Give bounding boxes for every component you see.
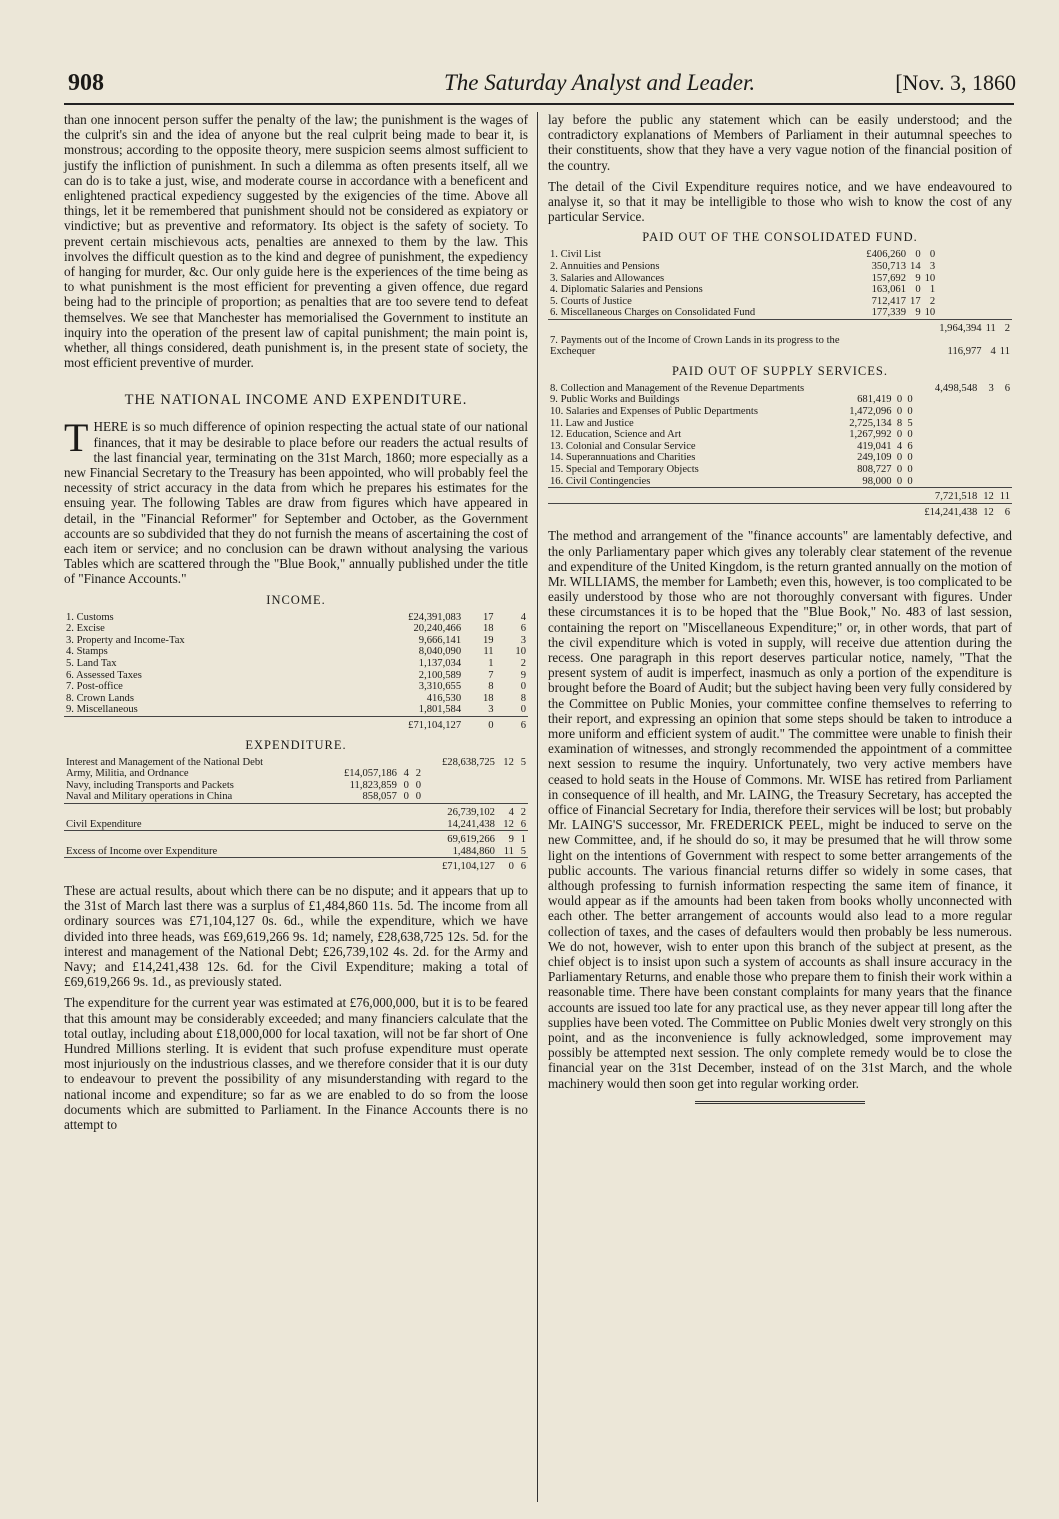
supply-first-pence: 6 — [1004, 382, 1010, 394]
table-row — [64, 757, 528, 769]
income-heading: INCOME. — [266, 592, 326, 607]
row-shillings: 0 — [915, 249, 921, 261]
row-pence: 10 — [924, 307, 936, 319]
income-total-shillings: 0 — [463, 717, 495, 732]
row-pence: 3 — [929, 261, 936, 273]
row-shillings: 0 — [896, 394, 903, 406]
supply-total-row — [548, 488, 1012, 504]
row-pence: 9 — [520, 669, 526, 681]
exp-inner-shillings: 0 — [403, 779, 409, 791]
row-pounds: 3,310,655 — [418, 681, 462, 693]
row-pounds: 1,267,992 — [849, 429, 892, 441]
table-row — [64, 670, 528, 682]
row-pence: 10 — [924, 272, 936, 284]
results-paragraph: These are actual results, about which there can be no dispute; and it appears that up to the 31st of March last there was a surplus of £1,484,860 11s. 5d. The income from all ordinary sources was £71,104,127 0s. 6d., while the expenditure, which we have divided into three heads, was £69,619,266 9s. 1d; namely, £28,638,725 12s. 5d. for the interest and management of the National Debt; £26,739,102 4s. 2d. for the Army and Navy; and £14,241,438 12s. 6d. for the Civil Expenditure; making a total of £69,619,266 9s. 1d., as previously stated. — [64, 882, 528, 990]
row-pounds: 712,417 — [871, 295, 907, 307]
row-label: 4. Diplomatic Salaries and Pensions — [550, 284, 703, 296]
row-pounds: 20,240,466 — [413, 623, 462, 635]
table-row — [548, 273, 1012, 285]
row-pence: 3 — [520, 634, 526, 646]
row-shillings: 0 — [896, 463, 903, 475]
row-pounds: 681,419 — [857, 394, 892, 406]
table-row — [64, 780, 528, 792]
row-shillings: 0 — [896, 452, 903, 464]
article-intro — [64, 415, 529, 587]
article-end-rule — [695, 1101, 865, 1104]
row-shillings: 3 — [488, 704, 494, 716]
row-pence: 0 — [907, 463, 913, 475]
exp-total-pounds: £71,104,127 — [423, 858, 497, 873]
row-shillings: 14 — [910, 261, 921, 273]
row-label: 5. Courts of Justice — [550, 295, 632, 307]
row-label: 6. Miscellaneous Charges on Consolidated Fund — [550, 307, 756, 319]
row-label: 1. Civil List — [550, 249, 601, 261]
row-label: 10. Salaries and Expenses of Public Departments — [550, 405, 759, 417]
row-label: 6. Assessed Taxes — [66, 669, 142, 681]
table-row — [548, 249, 1012, 261]
row-pounds: 1,472,096 — [849, 405, 892, 417]
exp-subtotal-pence: 2 — [516, 804, 528, 819]
row-label: 15. Special and Temporary Objects — [550, 463, 699, 475]
table-row — [548, 406, 1012, 418]
row-shillings: 0 — [896, 429, 903, 441]
crown-lands-pounds: 116,977 — [947, 346, 982, 358]
row-shillings: 19 — [482, 634, 494, 646]
header-rule — [64, 103, 1014, 105]
table-row — [548, 307, 1012, 319]
exp-pence: 5 — [520, 756, 526, 768]
expenditure-heading: EXPENDITURE. — [245, 737, 347, 752]
consolidated-total-pence: 2 — [998, 319, 1012, 334]
row-shillings: 8 — [488, 681, 494, 693]
table-row — [64, 846, 528, 858]
row-pounds: 8,040,090 — [418, 646, 462, 658]
exp-inner-pounds: £14,057,186 — [343, 768, 397, 780]
table-row — [548, 464, 1012, 476]
row-pence: 2 — [929, 295, 936, 307]
row-pounds: 2,725,134 — [849, 417, 892, 429]
row-shillings: 9 — [915, 307, 921, 319]
row-pence: 0 — [907, 394, 913, 406]
table-row — [548, 452, 1012, 464]
row-label: 9. Public Works and Buildings — [550, 394, 680, 406]
row-label: 4. Stamps — [66, 646, 108, 658]
row-label: 11. Law and Justice — [550, 417, 634, 429]
crown-lands-label: 7. Payments out of the Income of Crown Lands in its progress to the Exchequer — [550, 334, 840, 358]
row-pence: 4 — [520, 611, 526, 623]
row-label: 3. Salaries and Allowances — [550, 272, 665, 284]
issue-date: [Nov. 3, 1860 — [895, 70, 1016, 95]
continued-paragraph: lay before the public any statement which can be easily understood; and the contradictory explanations of Members of Parliament in their autumnal speeches to their constituents, show that they have a very vague notion of the financial position of the country. — [548, 112, 1012, 173]
row-shillings: 11 — [483, 646, 494, 658]
consolidated-total-pounds: 1,964,394 — [937, 319, 983, 334]
income-table — [64, 612, 528, 732]
detail-paragraph: The detail of the Civil Expenditure requires notice, and we have endeavoured to analyse it, so that it may be intelligible to those who wish to know the cost of any particular Service. — [548, 178, 1012, 225]
row-pounds: 157,692 — [871, 272, 907, 284]
row-label: 13. Colonial and Consular Service — [550, 440, 696, 452]
row-pence: 0 — [907, 452, 913, 464]
table-row — [64, 658, 528, 670]
drop-cap: T — [64, 415, 89, 461]
row-pounds: 1,801,584 — [418, 704, 462, 716]
income-total-pounds: £71,104,127 — [337, 717, 464, 732]
row-shillings: 8 — [896, 417, 903, 429]
row-pence: 5 — [907, 417, 913, 429]
exp-pounds: £28,638,725 — [441, 756, 495, 768]
page-header — [64, 66, 1016, 100]
row-shillings: 17 — [910, 295, 921, 307]
exp-label: Civil Expenditure — [66, 818, 142, 830]
exp-subtotal-pounds: 26,739,102 — [423, 804, 497, 819]
row-pence: 6 — [907, 440, 913, 452]
table-row — [548, 476, 1012, 488]
exp-pence: 6 — [520, 818, 526, 830]
row-pence: 1 — [929, 284, 936, 296]
table-row — [64, 791, 528, 803]
expenditure-table — [64, 757, 528, 873]
row-shillings: 0 — [915, 284, 921, 296]
row-shillings: 0 — [896, 405, 903, 417]
row-pence: 0 — [907, 429, 913, 441]
intro-text: HERE is so much difference of opinion respecting the actual state of our national finances, that it may be desirable to place before our readers the actual results of the last financial year, terminating on the 31st March, 1860; more especially as a new Financial Secretary to the Treasury has been appointed, who will probably feel the necessity of strict accuracy in the data from which he prepares his estimates for the ensuing year. The following Tables are draw from figures which have appeared in detail, in the "Financial Reformer" for September and October, as the Government accounts are so subdivided that they do not furnish the means of ascertaining the cost of each item or service; and no conclusion can be drawn without analysing the various Tables which are scattered through the "Blue Book," annually published under the title of "Finance Accounts." — [64, 419, 529, 587]
supply-total-shillings: 12 — [979, 488, 996, 504]
row-shillings: 7 — [488, 669, 494, 681]
exp-shillings: 12 — [503, 818, 514, 830]
row-label: 16. Civil Contingencies — [550, 475, 651, 487]
exp-inner-pounds: 858,057 — [362, 791, 397, 803]
table-row — [548, 441, 1012, 453]
exp-subtotal-shillings: 4 — [497, 804, 516, 819]
grand-total-shillings: 12 — [979, 503, 996, 518]
table-row — [64, 819, 528, 831]
method-paragraph: The method and arrangement of the "finance accounts" are lamentably defective, and the only Parliamentary paper which gives any tolerably clear statement of the revenue and expenditure of the United Kingdom, is the return granted annually on the motion of Mr. WILLIAMS, the member for Lambeth; even this, however, is too complicated to be easily understood by those who are not thoroughly conversant with figures. Under these circumstances it is to be hoped that the "Blue Book," No. 483 of last session, containing the report on "Miscellaneous Expenditure;" or, in other words, that part of the civil expenditure which is voted in supply, will receive due attention during the recess. One paragraph in this report deserves particular notice, namely, "That the present system of audit is imperfect, inasmuch as only a portion of the expenditure is brought before the Board of Audit; but the subject having been very fully considered by the Committee on Public Monies, your committee confine themselves to referring to their report, and expressing an opinion that some steps should be taken to introduce a more uniform and efficient system of audit." The committee were unable to finish their examination of witnesses, and strongly recommended the appointment of a committee next session to resume the inquiry. Unfortunately, two very active members have ceased to hold seats in the House of Commons. Mr. WISE has retired from Parliament in consequence of ill health, and Mr. LAING, the Treasury Secretary, has accepted the office of Financial Secretary for India, therefore their services will be lost; but probably Mr. LAING'S successor, Mr. FREDERICK PEEL, might be induced to serve on the new Committee, and, if he should do so, it may be presumed that he will throw some light on the intentions of Government with respect to some better arrangements of the public accounts. The various financial returns differ so widely in some cases, that although professing to furnish information respecting the same item of finance, it would appear as if the amounts had been taken from books wholly unconnected with each other. The better arrangement of accounts would also lead to a more regular collection of taxes, and the cases of defaulters would then probably be less numerous. We do not, however, wish to enter upon this branch of the subject at present, as the chief object is to insist upon such a system of accounts as shall insure accuracy in the Parliamentary Returns, and enable those who prepare them to finish their work within a reasonable time. There have been constant complaints for many years that the finance accounts are issued too late for any practical use, as they never appear till long after the supplies have been voted. The Committee on Public Monies dwelt very strongly on this point, and as the inconvenience is fully acknowledged, some improvement may possibly be attempted next session. The only complete remedy would be to close the financial year on the 31st December, instead of on the 31st March, and the whole machinery would then soon get into regular working order. — [548, 528, 1012, 1091]
row-pence: 0 — [520, 704, 526, 716]
exp-inner-pence: 2 — [415, 768, 422, 780]
income-total-pence: 6 — [496, 717, 528, 732]
row-pounds: 9,666,141 — [418, 634, 462, 646]
exp-total-pence: 6 — [516, 858, 528, 873]
supply-total-pence: 11 — [996, 488, 1012, 504]
row-label: 12. Education, Science and Art — [550, 429, 682, 441]
exp-label: Army, Militia, and Ordnance — [66, 768, 189, 780]
table-row — [64, 693, 528, 705]
row-pounds: 416,530 — [426, 692, 462, 704]
row-shillings: 1 — [488, 658, 494, 670]
row-pounds: 808,727 — [857, 463, 892, 475]
row-shillings: 0 — [896, 475, 903, 487]
row-pence: 0 — [907, 475, 913, 487]
supply-first-label: 8. Collection and Management of the Revenue Departments — [550, 382, 805, 394]
table-row — [548, 284, 1012, 296]
income-total-row — [64, 717, 528, 732]
row-pounds: £24,391,083 — [408, 611, 462, 623]
exp-inner-shillings: 0 — [403, 791, 409, 803]
table-row — [64, 704, 528, 716]
table-row — [64, 831, 528, 846]
row-shillings: 17 — [482, 611, 494, 623]
consolidated-heading: PAID OUT OF THE CONSOLIDATED FUND. — [642, 230, 918, 245]
grand-total-row — [548, 503, 1012, 518]
exp-pounds: 1,484,860 — [452, 845, 495, 857]
row-shillings: 4 — [896, 440, 903, 452]
punishment-paragraph: than one innocent person suffer the penalty of the law; the punishment is the wages of the culprit's sin and the idea of anyone but the real culprit being made to bear it, is monstrous; according to the opposite theory, mere suspicion seems almost sufficient to justify the infliction of punishment. In such a dilemma as often presents itself, all we can do is to take a just, wise, and moderate course in accordance with a beneficent and enlightened practical expediency suggested by the exigencies of the time. Above all things, let it be remembered that punishment should not be considered as expiatory or vindictive; but as preventive and reformatory. Its object is the safety of society. To prevent certain mischievous acts, penalties are annexed to them by the law. This involves the difficult question as to the kind and degree of punishment, the expediency of hanging for murder, &c. Our only guide here is the experiences of the time being as to what punishment is the most efficient for preventing a given offence, due regard being had to the principle of proportion; as penalties that are too severe tend to defeat themselves. We see that Manchester has memorialised the Government to institute an inquiry into the operation of the present law of capital punishment; the main point is, whether, all things considered, death punishment is, in the present state of society, the most efficient preventive of murder. — [64, 112, 528, 371]
row-pence: 10 — [515, 646, 526, 658]
row-pence: 0 — [520, 681, 526, 693]
table-row — [548, 335, 1012, 358]
right-column — [548, 112, 1012, 1114]
table-row — [64, 681, 528, 693]
table-row — [64, 646, 528, 658]
row-pence: 6 — [520, 623, 526, 635]
left-column — [64, 112, 528, 1138]
journal-title: The Saturday Analyst and Leader. — [444, 70, 756, 95]
row-pounds: 350,713 — [871, 261, 907, 273]
row-pence: 8 — [520, 692, 526, 704]
supply-heading: PAID OUT OF SUPPLY SERVICES. — [672, 363, 888, 378]
row-pence: 0 — [907, 405, 913, 417]
row-label: 2. Annuities and Pensions — [550, 261, 660, 273]
table-row — [64, 858, 528, 873]
table-row — [548, 261, 1012, 273]
exp-pence: 5 — [520, 845, 526, 857]
row-pounds: £406,260 — [866, 249, 907, 261]
row-shillings: 18 — [482, 623, 494, 635]
row-label: 14. Superannuations and Charities — [550, 452, 696, 464]
exp-inner-pence: 0 — [415, 791, 422, 803]
row-label: 9. Miscellaneous — [66, 704, 138, 716]
supply-total-pounds: 7,721,518 — [915, 488, 980, 504]
row-label: 3. Property and Income-Tax — [66, 634, 185, 646]
exp-label: Excess of Income over Expenditure — [66, 845, 218, 857]
crown-lands-pence: 11 — [999, 346, 1010, 358]
table-row — [64, 804, 528, 819]
table-row — [548, 418, 1012, 430]
exp-pounds: 14,241,438 — [447, 818, 495, 830]
exp-inner-pounds: 11,823,859 — [349, 779, 397, 791]
table-row — [548, 429, 1012, 441]
column-divider — [537, 112, 538, 1502]
table-row — [548, 296, 1012, 308]
grand-total-pence: 6 — [996, 503, 1012, 518]
table-row — [64, 635, 528, 647]
supply-table — [548, 383, 1012, 519]
page-number: 908 — [68, 70, 104, 96]
row-pounds: 1,137,034 — [418, 658, 462, 670]
supply-first-pounds: 4,498,548 — [934, 382, 978, 394]
exp-subtotal-pounds: 69,619,266 — [423, 831, 497, 846]
consolidated-total-shillings: 11 — [984, 319, 998, 334]
table-row — [548, 383, 1012, 395]
exp-shillings: 12 — [503, 756, 514, 768]
row-shillings: 9 — [915, 272, 921, 284]
exp-label: Interest and Management of the National Debt — [66, 756, 264, 768]
exp-inner-shillings: 4 — [403, 768, 409, 780]
exp-inner-pence: 0 — [415, 779, 422, 791]
row-pounds: 98,000 — [862, 475, 892, 487]
table-row — [64, 768, 528, 780]
table-row — [64, 612, 528, 624]
row-pounds: 163,061 — [871, 284, 907, 296]
consolidated-total-row — [548, 319, 1012, 334]
estimate-paragraph: The expenditure for the current year was estimated at £76,000,000, but it is to be feared that this amount may be considerably exceeded; and many financiers calculate that the total outlay, including about £18,000,000 for local taxation, will not be far short of One Hundred Millions sterling. It is evident that such profuse expenditure must operate most injuriously on the industrious classes, and we therefore consider that it is our duty to endeavour to prevent the possibility of any misunderstanding with regard to the national income and expenditure; so far as we are enabled to do so from the loose documents which are submitted to Parliament. In the Finance Accounts there is no attempt to — [64, 995, 528, 1133]
row-pounds: 419,041 — [857, 440, 892, 452]
row-shillings: 18 — [482, 692, 494, 704]
table-row — [548, 394, 1012, 406]
row-label: 1. Customs — [66, 611, 114, 623]
row-label: 8. Crown Lands — [66, 692, 134, 704]
article-heading: THE NATIONAL INCOME AND EXPENDITURE. — [124, 392, 468, 409]
row-label: 5. Land Tax — [66, 658, 117, 670]
grand-total-pounds: £14,241,438 — [915, 503, 980, 518]
table-row — [64, 623, 528, 635]
exp-label: Navy, including Transports and Packets — [66, 779, 234, 791]
row-label: 2. Excise — [66, 623, 105, 635]
exp-subtotal-shillings: 9 — [497, 831, 516, 846]
row-pounds: 2,100,589 — [418, 669, 462, 681]
exp-shillings: 11 — [503, 845, 514, 857]
exp-label: Naval and Military operations in China — [66, 791, 233, 803]
exp-subtotal-pence: 1 — [516, 831, 528, 846]
exp-total-shillings: 0 — [497, 858, 516, 873]
consolidated-table — [548, 249, 1012, 357]
row-pence: 2 — [520, 658, 526, 670]
supply-first-shillings: 3 — [988, 382, 994, 394]
crown-lands-shillings: 4 — [990, 346, 996, 358]
row-label: 7. Post-office — [66, 681, 123, 693]
row-pounds: 249,109 — [857, 452, 892, 464]
row-pence: 0 — [929, 249, 936, 261]
row-pounds: 177,339 — [871, 307, 907, 319]
